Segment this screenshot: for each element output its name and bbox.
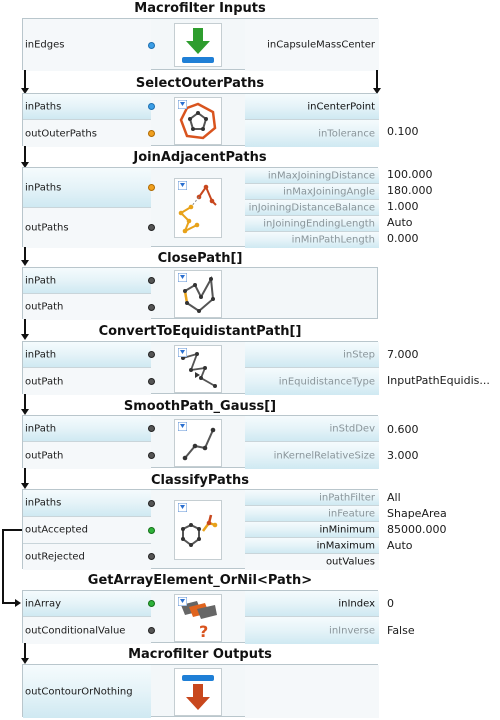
out-path-label: outPath (25, 450, 64, 461)
convert-equidistant-block[interactable] (22, 341, 378, 394)
macrofilter-outputs-block[interactable] (22, 664, 378, 717)
in-paths-port[interactable] (23, 94, 151, 120)
in-kernel-relative-size-value[interactable]: 3.000 (387, 449, 419, 462)
smooth-path-gauss-title: SmoothPath_Gauss[] (123, 399, 277, 414)
in-center-point-param[interactable] (245, 94, 379, 120)
select-outer-icon-cell (151, 94, 245, 147)
in-max-joining-distance-param[interactable] (245, 168, 379, 184)
svg-text:?: ? (199, 621, 209, 641)
in-index-param[interactable] (245, 591, 379, 617)
in-tolerance-value[interactable]: 0.100 (387, 125, 419, 138)
in-paths-label: inPaths (25, 497, 62, 509)
in-equidistance-type-value[interactable]: InputPathEquidis... (387, 374, 490, 387)
out-path-port[interactable] (23, 442, 151, 469)
smooth-path-gauss-block[interactable] (22, 415, 378, 468)
connection-line (2, 529, 4, 604)
in-path-label: inPath (25, 423, 57, 434)
param-label: inMaximum (316, 540, 375, 551)
out-paths-label: outPaths (25, 222, 69, 234)
in-max-joining-distance-value[interactable]: 100.000 (387, 168, 433, 181)
classify-icon-box (174, 500, 222, 560)
expand-flag-icon (178, 348, 187, 357)
join-icon-box (174, 178, 222, 238)
in-minimum-value[interactable]: 85000.000 (387, 523, 447, 536)
convert-equidistant-title: ConvertToEquidistantPath[] (98, 324, 302, 339)
in-std-dev-param[interactable] (245, 416, 379, 442)
in-paths-label: inPaths (25, 101, 62, 112)
in-step-param[interactable] (245, 342, 379, 368)
out-rejected-port[interactable] (23, 544, 151, 570)
in-max-joining-angle-param[interactable] (245, 184, 379, 200)
select-outer-paths-block[interactable] (22, 93, 378, 146)
in-minimum-param[interactable] (245, 522, 379, 538)
in-tolerance-label: inTolerance (318, 128, 375, 139)
join-icon-cell (151, 168, 245, 248)
out-path-port[interactable] (23, 294, 151, 320)
outputs-icon-cell (151, 665, 245, 718)
classify-paths-title: ClassifyPaths (151, 473, 249, 488)
in-inverse-param[interactable] (245, 617, 379, 644)
in-index-value[interactable]: 0 (387, 597, 394, 610)
in-joining-distance-balance-param[interactable] (245, 200, 379, 216)
close-path-block[interactable] (22, 267, 378, 319)
param-label: inFeature (328, 508, 375, 519)
macrofilter-inputs-title: Macrofilter Inputs (134, 1, 266, 16)
in-array-label: inArray (25, 598, 62, 609)
out-conditional-value-port[interactable] (23, 617, 151, 644)
in-max-joining-angle-value[interactable]: 180.000 (387, 184, 433, 197)
get-array-element-title: GetArrayElement_OrNil<Path> (87, 573, 313, 588)
expand-flag-icon (178, 100, 187, 109)
in-maximum-param[interactable] (245, 538, 379, 554)
connection-line (2, 602, 16, 604)
close-path-title: ClosePath[] (157, 251, 243, 266)
classify-paths-block[interactable] (22, 489, 378, 569)
out-outer-paths-label: outOuterPaths (25, 128, 97, 139)
expand-flag-icon (178, 181, 187, 190)
out-path-port[interactable] (23, 368, 151, 395)
param-label: outValues (325, 556, 375, 568)
in-equidistance-type-label: inEquidistanceType (278, 376, 375, 387)
param-label: inMaxJoiningAngle (283, 186, 375, 197)
param-label: inMaxJoiningDistance (267, 170, 375, 181)
in-step-label: inStep (343, 349, 375, 360)
out-path-label: outPath (25, 301, 64, 313)
in-path-port[interactable] (23, 342, 151, 368)
convert-icon-cell (151, 342, 245, 395)
in-min-path-length-value[interactable]: 0.000 (387, 232, 419, 245)
upload-arrow-icon (175, 669, 221, 715)
macrofilter-outputs-title: Macrofilter Outputs (128, 647, 272, 662)
get-array-icon-cell (151, 591, 245, 644)
smooth-icon-cell (151, 416, 245, 469)
in-path-label: inPath (25, 349, 57, 360)
out-values-param[interactable] (245, 554, 379, 570)
connection-line (2, 529, 22, 531)
in-edges-label: inEdges (25, 39, 65, 51)
in-inverse-value[interactable]: False (387, 624, 415, 637)
out-accepted-label: outAccepted (25, 524, 88, 536)
convert-icon-box (174, 345, 222, 393)
out-rejected-label: outRejected (25, 551, 85, 563)
in-path-port[interactable] (23, 416, 151, 442)
inputs-icon-box (174, 23, 222, 67)
out-conditional-value-label: outConditionalValue (25, 625, 126, 636)
in-index-label: inIndex (338, 598, 375, 609)
select-outer-icon-box (174, 97, 222, 145)
in-joining-ending-length-value[interactable]: Auto (387, 216, 413, 229)
out-contour-or-nothing-label: outContourOrNothing (25, 686, 133, 697)
select-outer-paths-title: SelectOuterPaths (135, 76, 265, 91)
get-array-element-block[interactable] (22, 590, 378, 643)
inputs-icon-cell (151, 19, 245, 71)
in-center-point-label: inCenterPoint (307, 101, 375, 112)
in-path-filter-param[interactable] (245, 490, 379, 506)
classify-icon-cell (151, 490, 245, 570)
macrofilter-inputs-block[interactable] (22, 18, 378, 70)
smooth-icon-box (174, 419, 222, 467)
in-step-value[interactable]: 7.000 (387, 348, 419, 361)
param-label: inMinPathLength (291, 234, 375, 246)
out-paths-port[interactable] (23, 208, 151, 248)
close-path-icon-box (174, 270, 222, 318)
in-path-label: inPath (25, 275, 57, 286)
in-paths-label: inPaths (25, 182, 62, 193)
param-label: inJoiningEndingLength (263, 218, 375, 229)
in-capsule-mass-center-label: inCapsuleMassCenter (267, 39, 375, 51)
out-path-label: outPath (25, 376, 64, 387)
in-path-port[interactable] (23, 268, 151, 294)
in-std-dev-label: inStdDev (329, 423, 375, 434)
in-path-filter-value[interactable]: All (387, 491, 401, 504)
connection-arrow (15, 599, 21, 607)
out-contour-or-nothing-port[interactable] (23, 665, 151, 718)
out-accepted-port[interactable] (23, 517, 151, 544)
in-paths-port[interactable] (23, 490, 151, 517)
outputs-right-area (245, 665, 379, 718)
in-paths-port[interactable] (23, 168, 151, 208)
param-label: inJoiningDistanceBalance (248, 202, 375, 213)
in-min-path-length-param[interactable] (245, 232, 379, 248)
get-array-icon-box (174, 594, 222, 642)
in-joining-distance-balance-value[interactable]: 1.000 (387, 200, 419, 213)
out-outer-paths-port[interactable] (23, 120, 151, 147)
close-path-icon-cell (151, 268, 245, 320)
in-kernel-relative-size-param[interactable] (245, 442, 379, 469)
in-inverse-label: inInverse (329, 625, 375, 636)
in-feature-param[interactable] (245, 506, 379, 522)
expand-flag-icon (178, 422, 187, 431)
in-std-dev-value[interactable]: 0.600 (387, 423, 419, 436)
expand-flag-icon (178, 503, 187, 512)
join-adjacent-paths-title: JoinAdjacentPaths (133, 150, 267, 165)
in-maximum-value[interactable]: Auto (387, 539, 413, 552)
param-label: inMinimum (319, 524, 375, 535)
in-edges-port[interactable] (23, 19, 151, 71)
join-adjacent-paths-block[interactable] (22, 167, 378, 247)
in-feature-value[interactable]: ShapeArea (387, 507, 447, 520)
outputs-icon-box (174, 668, 222, 716)
expand-flag-icon (178, 597, 187, 606)
expand-flag-icon (178, 273, 187, 282)
download-arrow-icon (175, 24, 221, 66)
in-kernel-relative-size-label: inKernelRelativeSize (273, 450, 375, 461)
param-label: inPathFilter (319, 492, 375, 503)
in-joining-ending-length-param[interactable] (245, 216, 379, 232)
in-equidistance-type-param[interactable] (245, 368, 379, 395)
in-tolerance-param[interactable] (245, 120, 379, 147)
in-capsule-mass-center-port[interactable] (245, 19, 379, 71)
in-array-port[interactable] (23, 591, 151, 617)
